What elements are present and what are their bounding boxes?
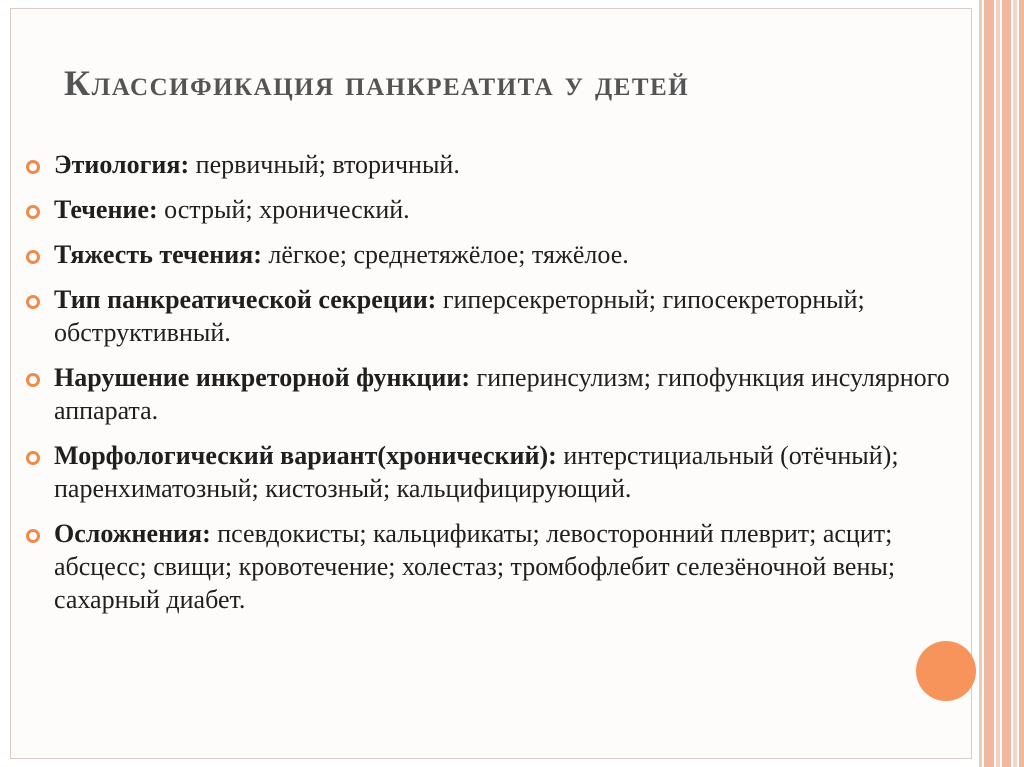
circle-bullet-icon bbox=[26, 205, 40, 219]
bullet-text: интерстициальный (отёчный); паренхиматозный; кистозный; кальцифицирующий. bbox=[54, 441, 899, 503]
circle-bullet-icon bbox=[26, 295, 40, 309]
bullet-item-incretory-function bbox=[26, 361, 956, 427]
bullet-item-secretion-type bbox=[26, 283, 956, 349]
circle-bullet-icon bbox=[26, 373, 40, 387]
slide-title: Классификация панкреатита у детей bbox=[64, 63, 690, 103]
bullet-text: острый; хронический. bbox=[157, 195, 410, 224]
bullet-term: Нарушение инкреторной функции: bbox=[54, 363, 471, 392]
decor-stripe bbox=[1019, 0, 1024, 767]
bullet-term: Тип панкреатической секреции: bbox=[54, 285, 437, 314]
decor-stripe bbox=[1013, 0, 1017, 767]
bullet-text: гиперсекреторный; гипосекреторный; обструктивный. bbox=[54, 285, 865, 347]
decor-stripe bbox=[996, 0, 1000, 767]
bullet-item-severity bbox=[26, 238, 956, 271]
bullet-item-etiology bbox=[26, 148, 956, 181]
bullet-text: лёгкое; среднетяжёлое; тяжёлое. bbox=[261, 240, 629, 269]
circle-bullet-icon bbox=[26, 160, 40, 174]
bullet-item-course bbox=[26, 193, 956, 226]
bullet-text: первичный; вторичный. bbox=[189, 150, 460, 179]
bullet-term: Течение: bbox=[54, 195, 158, 224]
circle-bullet-icon bbox=[26, 250, 40, 264]
bullet-term: Этиология: bbox=[54, 150, 190, 179]
circle-bullet-icon bbox=[26, 529, 40, 543]
bullet-item-morphology bbox=[26, 439, 956, 505]
decor-stripe bbox=[1002, 0, 1011, 767]
orange-circle-decoration bbox=[916, 641, 976, 701]
bullet-text: гиперинсулизм; гипофункция инсулярного аппарата. bbox=[54, 363, 950, 425]
circle-bullet-icon bbox=[26, 451, 40, 465]
bullet-list bbox=[26, 148, 956, 628]
decor-stripe bbox=[979, 0, 982, 767]
bullet-text: псевдокисты; кальцификаты; левосторонний плеврит; асцит; абсцесс; свищи; кровотечение; холестаз; тромбофлебит селезёночной вены; сахарный диабет. bbox=[54, 519, 896, 614]
bullet-term: Морфологический вариант(хронический): bbox=[54, 441, 557, 470]
bullet-item-complications bbox=[26, 517, 956, 616]
bullet-term: Осложнения: bbox=[54, 519, 211, 548]
bullet-term: Тяжесть течения: bbox=[54, 240, 262, 269]
decor-stripe bbox=[984, 0, 994, 767]
